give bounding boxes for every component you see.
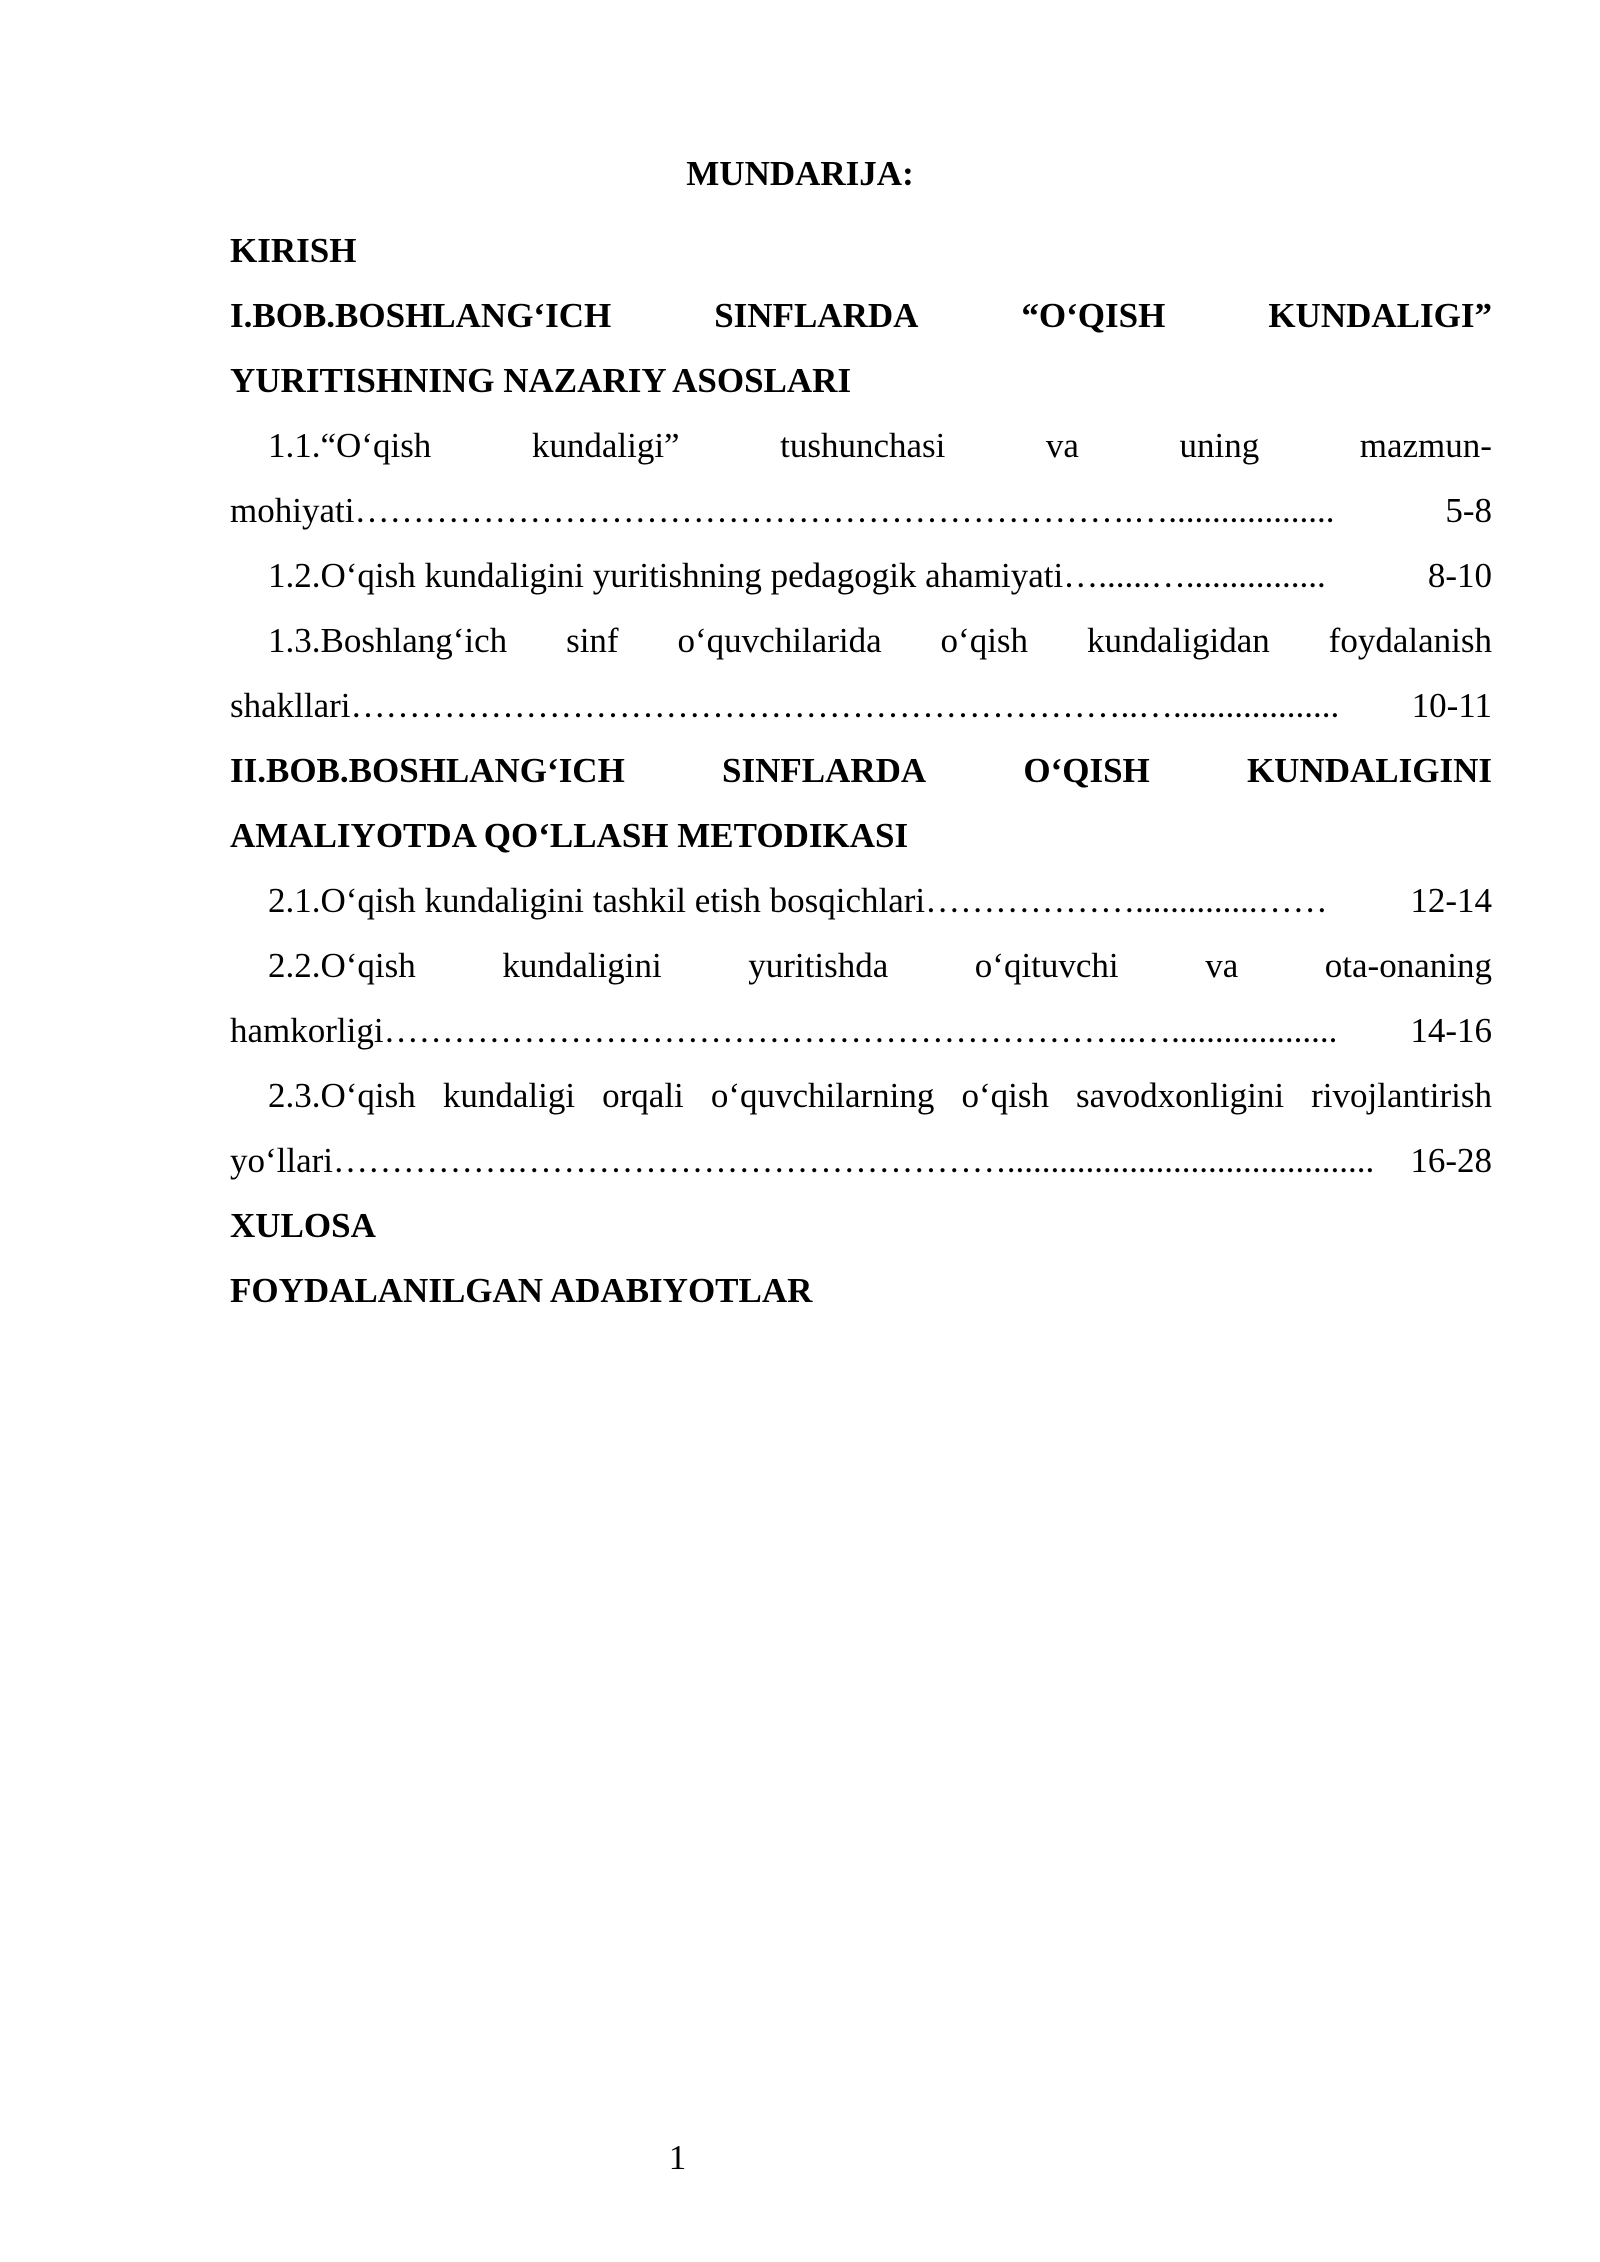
toc-section-2-2-line2[interactable] (230, 998, 1492, 1063)
toc-section-1-3-line1[interactable] (230, 608, 1492, 673)
toc-word: kundaligi (442, 1076, 576, 1115)
toc-section-1-1-line1[interactable] (230, 413, 1492, 478)
toc-word: “O‘QISH (1021, 296, 1166, 335)
toc-word: orqali (602, 1076, 684, 1115)
toc-chapter2-line1[interactable] (230, 738, 1492, 803)
toc-section-2-2-line1[interactable] (230, 933, 1492, 998)
toc-chapter2-line2[interactable]: AMALIYOTDA QO‘LLASH METODIKASI (230, 816, 909, 855)
toc-word: va (1045, 426, 1079, 465)
toc-word: kundaligidan (1086, 621, 1270, 660)
toc-dot-leader: …………….…………………………………….......................................... (333, 1141, 1375, 1180)
toc-section-2-3-line1[interactable] (230, 1063, 1492, 1128)
toc-word: o‘qituvchi (974, 946, 1119, 985)
table-of-contents (230, 218, 1492, 1323)
toc-word: 2.2.O‘qish (268, 946, 416, 985)
toc-dot-leader: ………………………………………………………….…................... (354, 491, 1335, 530)
toc-entry-text: mohiyati (230, 491, 355, 530)
toc-dot-leader: ………………………………………………………..…................... (383, 1011, 1338, 1050)
toc-word: ota-onaning (1324, 946, 1492, 985)
toc-word: 2.3.O‘qish (268, 1076, 416, 1115)
toc-chapter1-line1[interactable] (230, 283, 1492, 348)
toc-page-range: 14-16 (1410, 1011, 1492, 1050)
toc-section-2-3-line2[interactable] (230, 1128, 1492, 1193)
toc-dot-leader: …………………………………………………………..…................... (350, 686, 1340, 725)
toc-word: O‘QISH (1023, 751, 1150, 790)
toc-word: SINFLARDA (714, 296, 919, 335)
toc-word: va (1205, 946, 1239, 985)
toc-word: o‘quvchilarida (677, 621, 882, 660)
toc-entry-text: shakllari (230, 686, 351, 725)
toc-word: foydalanish (1328, 621, 1492, 660)
toc-word: yuritishda (748, 946, 889, 985)
toc-word: tushunchasi (780, 426, 946, 465)
toc-word: o‘qish (961, 1076, 1049, 1115)
toc-section-1-1-line2[interactable] (230, 478, 1492, 543)
toc-word: sinf (566, 621, 619, 660)
toc-dot-leader: …......…................ (1063, 556, 1326, 595)
toc-page-range: 12-14 (1410, 881, 1492, 920)
toc-word: II.BOB.BOSHLANG‘ICH (230, 751, 625, 790)
toc-word: SINFLARDA (721, 751, 927, 790)
toc-word: o‘quvchilarning (710, 1076, 935, 1115)
toc-word: o‘qish (940, 621, 1029, 660)
toc-section-1-2[interactable] (230, 543, 1492, 608)
toc-conclusion[interactable]: XULOSA (230, 1206, 376, 1245)
toc-word: I.BOB.BOSHLANG‘ICH (230, 296, 612, 335)
toc-word: KUNDALIGINI (1246, 751, 1492, 790)
toc-word: mazmun- (1359, 426, 1492, 465)
toc-page-range: 10-11 (1411, 686, 1492, 725)
toc-word: savodxonligini (1076, 1076, 1285, 1115)
toc-word: 1.1.“O‘qish (268, 426, 432, 465)
toc-word: uning (1179, 426, 1260, 465)
toc-section-1-3-line2[interactable] (230, 673, 1492, 738)
toc-entry-text: hamkorligi (230, 1011, 384, 1050)
toc-word: rivojlantirish (1311, 1076, 1492, 1115)
toc-entry-text: 2.1.O‘qish kundaligini tashkil etish bosqichlari (268, 881, 926, 920)
toc-page-range: 5-8 (1445, 491, 1492, 530)
page-number: 1 (668, 2138, 687, 2177)
toc-intro[interactable]: KIRISH (230, 231, 357, 270)
toc-section-2-1[interactable] (230, 868, 1492, 933)
toc-page-range: 8-10 (1427, 556, 1492, 595)
toc-word: kundaligini (502, 946, 662, 985)
toc-dot-leader: ………………..............…… (925, 881, 1328, 920)
toc-entry-text: 1.2.O‘qish kundaligini yuritishning pedagogik ahamiyati (268, 556, 1064, 595)
toc-title: MUNDARIJA: (686, 154, 914, 193)
toc-word: 1.3.Boshlang‘ich (268, 621, 508, 660)
toc-page-range: 16-28 (1410, 1141, 1492, 1180)
toc-word: kundaligi” (531, 426, 680, 465)
toc-chapter1-line2[interactable]: YURITISHNING NAZARIY ASOSLARI (230, 361, 852, 400)
toc-word: KUNDALIGI” (1268, 296, 1492, 335)
toc-entry-text: yo‘llari (230, 1141, 334, 1180)
toc-references[interactable]: FOYDALANILGAN ADABIYOTLAR (230, 1271, 813, 1310)
